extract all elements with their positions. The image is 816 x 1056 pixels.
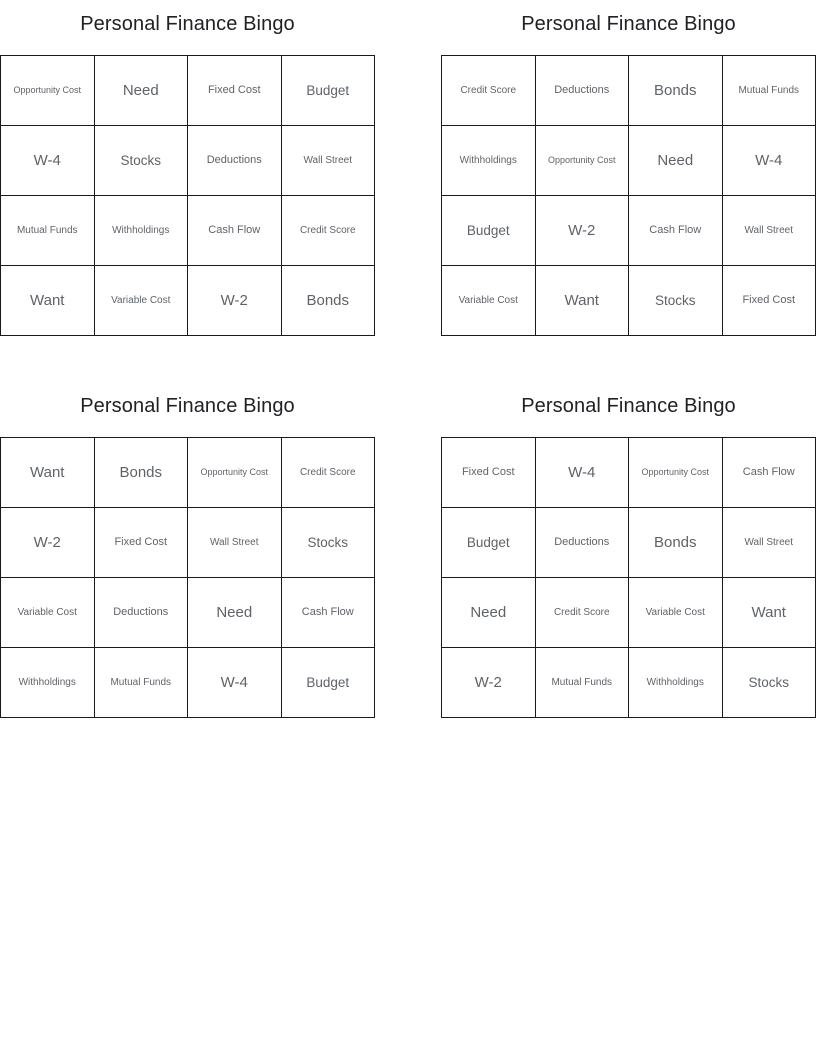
bingo-cell[interactable] [629,648,723,718]
bingo-cell-label: Variable Cost [645,606,705,618]
bingo-cell[interactable] [95,196,189,266]
bingo-grid [441,55,816,336]
bingo-cell[interactable] [536,196,630,266]
bingo-cell-label: Want [564,291,599,309]
bingo-cell[interactable] [95,266,189,336]
bingo-cell-label: Want [30,291,65,309]
bingo-cell[interactable] [1,56,95,126]
bingo-cell[interactable] [282,56,376,126]
bingo-cell[interactable] [629,196,723,266]
bingo-cell-label: Stocks [654,292,696,308]
bingo-cell-label: Fixed Cost [461,466,515,479]
bingo-cell-label: Withholdings [646,676,704,688]
card-title: Personal Finance Bingo [521,395,736,417]
bingo-grid [0,55,375,336]
bingo-cell[interactable] [442,578,536,648]
bingo-cell[interactable] [188,578,282,648]
bingo-cell-label: W-2 [220,291,248,309]
bingo-card-1 [0,12,376,336]
bingo-cell[interactable] [723,126,816,196]
bingo-cell-label: Cash Flow [742,466,795,479]
bingo-cell[interactable] [188,126,282,196]
bingo-cell-label: Cash Flow [649,224,702,237]
bingo-cell[interactable] [629,438,723,508]
bingo-cell-label: Want [751,603,786,621]
bingo-cell-label: Wall Street [303,154,353,166]
bingo-cell-label: Cash Flow [208,224,261,237]
bingo-card-2 [441,12,816,336]
bingo-cell-label: Bonds [653,81,697,99]
bingo-cell-label: Cash Flow [301,606,354,619]
bingo-cell-label: Bonds [306,291,350,309]
bingo-cell[interactable] [188,196,282,266]
bingo-cell-label: Withholdings [459,154,517,166]
bingo-cell[interactable] [95,648,189,718]
bingo-grid [0,437,375,718]
bingo-cell-label: Mutual Funds [16,224,78,236]
bingo-cell[interactable] [1,196,95,266]
bingo-cell[interactable] [723,196,816,266]
bingo-cell[interactable] [629,508,723,578]
bingo-cell[interactable] [536,508,630,578]
bingo-cell[interactable] [188,648,282,718]
bingo-cell[interactable] [442,438,536,508]
bingo-cell-label: Fixed Cost [207,84,261,97]
bingo-cell-label: Wall Street [209,536,259,548]
bingo-cell-label: Budget [466,222,510,238]
bingo-cell-label: Opportunity Cost [547,155,616,166]
bingo-cell-label: Stocks [748,674,789,690]
bingo-cell-label: Credit Score [299,466,356,478]
bingo-cell-label: Fixed Cost [742,294,796,307]
bingo-cell-label: Deductions [554,536,610,549]
bingo-cell[interactable] [95,126,189,196]
bingo-cell[interactable] [1,578,95,648]
bingo-cell[interactable] [188,508,282,578]
bingo-cell-label: Bonds [119,463,163,481]
bingo-cell-label: W-4 [755,151,783,169]
bingo-cell-label: W-2 [474,673,502,691]
bingo-cell[interactable] [442,508,536,578]
bingo-cell-label: Credit Score [460,84,517,96]
bingo-cell-label: Want [30,463,65,481]
bingo-cell-label: Withholdings [112,224,170,236]
bingo-cell-label: Budget [306,674,350,690]
bingo-cell-label: Wall Street [744,536,794,548]
bingo-cell[interactable] [723,438,816,508]
bingo-cell[interactable] [282,438,376,508]
bingo-cell-label: W-2 [568,221,596,239]
bingo-cell-label: Wall Street [744,224,794,236]
bingo-cell-label: Need [657,151,694,169]
bingo-cell[interactable] [536,578,630,648]
bingo-card-3 [0,394,376,718]
bingo-cell[interactable] [282,508,376,578]
bingo-cell[interactable] [95,578,189,648]
bingo-cell-label: Deductions [206,154,262,167]
bingo-cell-label: Deductions [113,606,169,619]
bingo-cell[interactable] [629,126,723,196]
card-title: Personal Finance Bingo [521,13,736,35]
bingo-cell[interactable] [282,196,376,266]
bingo-cell-label: Stocks [307,534,348,550]
bingo-cell[interactable] [629,56,723,126]
bingo-cell-label: Withholdings [18,676,76,688]
bingo-cell-label: Variable Cost [111,294,171,306]
bingo-cell[interactable] [442,196,536,266]
bingo-cell-label: Deductions [554,84,610,97]
bingo-cell-label: Credit Score [553,606,610,618]
bingo-cell[interactable] [629,578,723,648]
bingo-cell[interactable] [629,266,723,336]
bingo-cell[interactable] [536,438,630,508]
bingo-cell[interactable] [536,56,630,126]
bingo-cell[interactable] [282,648,376,718]
bingo-cell[interactable] [188,266,282,336]
bingo-cell-label: Budget [306,82,350,98]
bingo-cell[interactable] [1,126,95,196]
bingo-cell[interactable] [1,508,95,578]
bingo-cell-label: Opportunity Cost [200,467,269,478]
bingo-cell[interactable] [723,648,816,718]
bingo-cell-label: Mutual Funds [110,676,172,688]
bingo-cell[interactable] [442,56,536,126]
bingo-cell[interactable] [95,438,189,508]
bingo-cell[interactable] [95,56,189,126]
bingo-cell-label: Fixed Cost [114,536,168,549]
bingo-card-4 [441,394,816,718]
bingo-cell[interactable] [1,648,95,718]
bingo-cell-label: Mutual Funds [551,676,613,688]
bingo-cell[interactable] [282,266,376,336]
bingo-cell[interactable] [536,266,630,336]
bingo-cell[interactable] [188,438,282,508]
bingo-cell[interactable] [442,648,536,718]
bingo-cell[interactable] [536,648,630,718]
bingo-cell-label: Need [122,81,159,99]
bingo-cell[interactable] [282,578,376,648]
bingo-cell[interactable] [723,508,816,578]
card-title: Personal Finance Bingo [80,13,295,35]
bingo-cell-label: W-4 [220,673,248,691]
bingo-cell[interactable] [723,266,816,336]
bingo-grid [441,437,816,718]
bingo-cell[interactable] [723,578,816,648]
bingo-cell[interactable] [1,266,95,336]
bingo-cell-label: Bonds [653,533,697,551]
bingo-cell-label: Budget [466,534,510,550]
bingo-cell-label: W-4 [33,151,61,169]
bingo-cell-label: Variable Cost [458,294,518,306]
bingo-cell[interactable] [282,126,376,196]
bingo-cell[interactable] [1,438,95,508]
bingo-cell[interactable] [442,266,536,336]
bingo-cell-label: Credit Score [299,224,356,236]
bingo-cell-label: Need [216,603,253,621]
bingo-cell-label: Need [470,603,507,621]
bingo-cell-label: Variable Cost [17,606,77,618]
bingo-cell[interactable] [95,508,189,578]
card-title: Personal Finance Bingo [80,395,295,417]
bingo-cell-label: Opportunity Cost [13,85,82,96]
bingo-cell[interactable] [536,126,630,196]
bingo-cell-label: Stocks [120,152,161,168]
bingo-cell[interactable] [723,56,816,126]
bingo-cell-label: W-2 [33,533,61,551]
bingo-cell[interactable] [442,126,536,196]
bingo-cell-label: Opportunity Cost [641,467,710,478]
bingo-cell-label: W-4 [568,463,596,481]
bingo-cell[interactable] [188,56,282,126]
bingo-cell-label: Mutual Funds [738,84,800,96]
